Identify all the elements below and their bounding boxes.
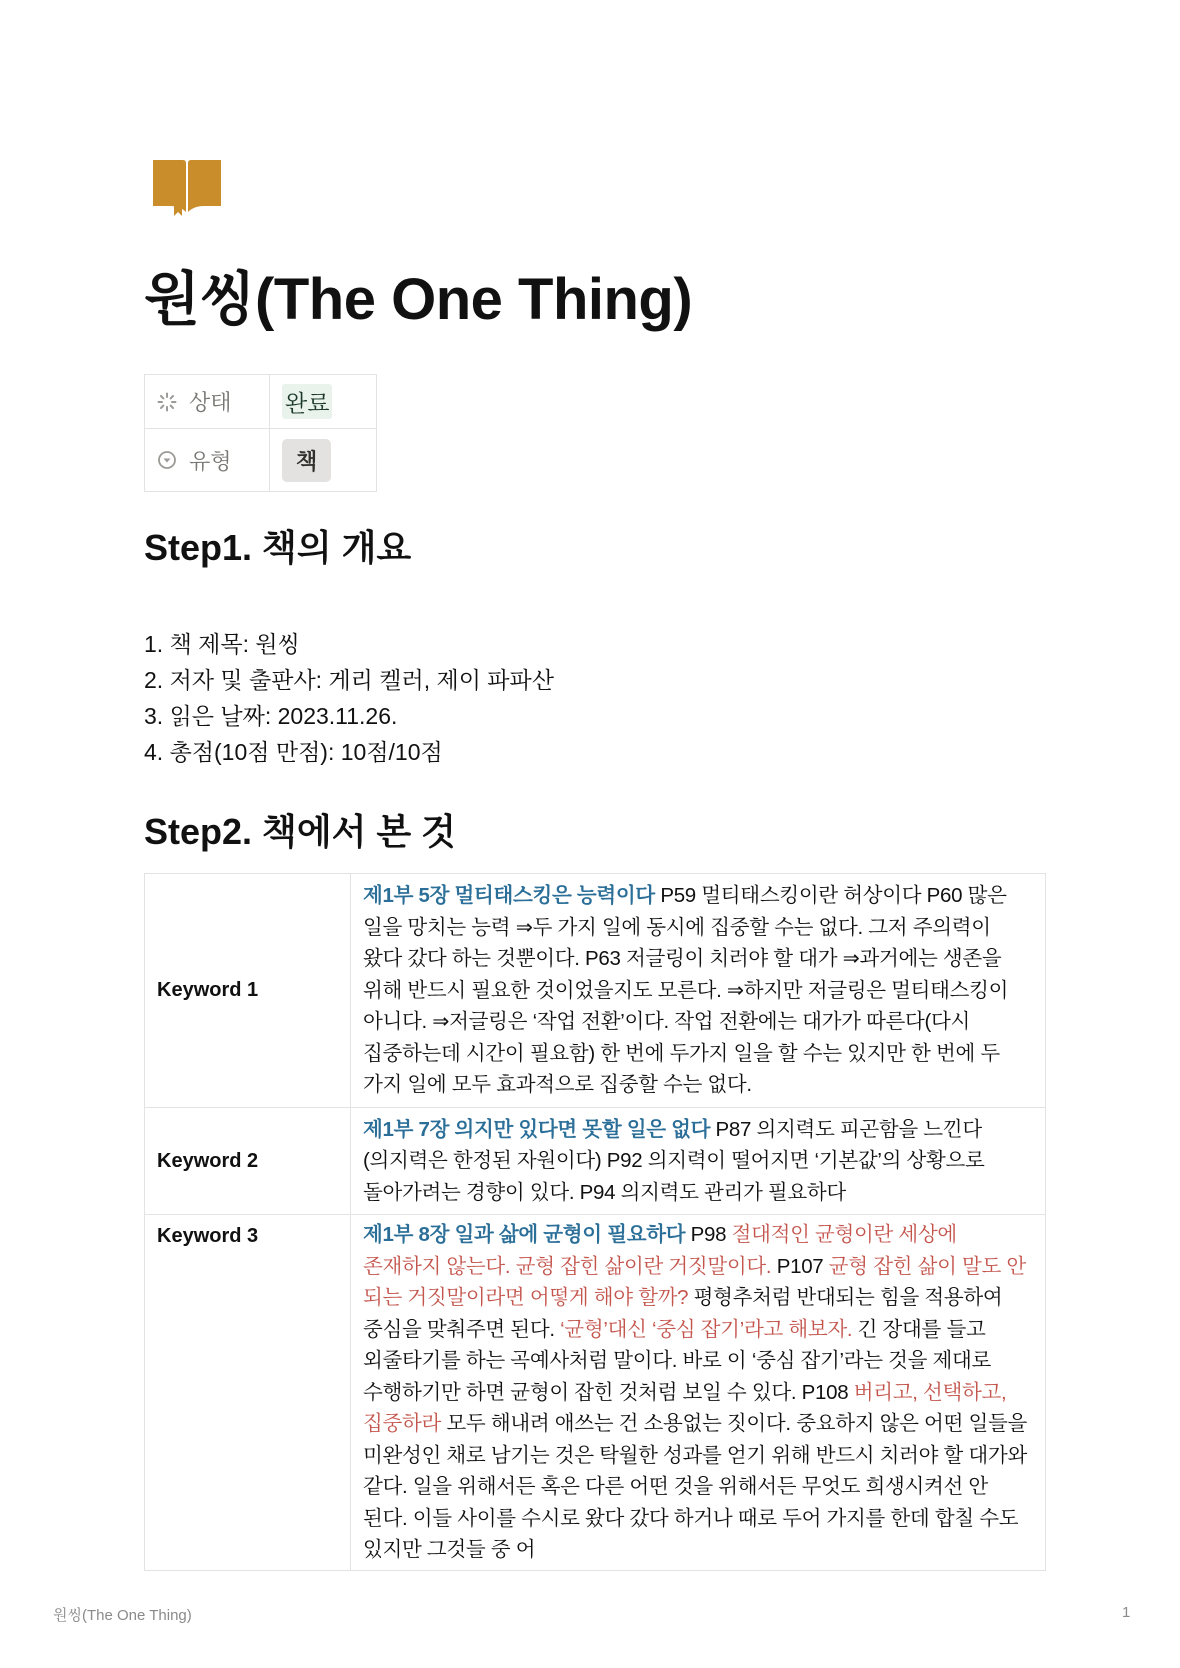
status-label: 상태 bbox=[189, 390, 232, 415]
book-icon bbox=[150, 158, 224, 218]
content-text: P107 bbox=[771, 1254, 829, 1278]
content-text: P98 bbox=[685, 1223, 732, 1246]
status-value-cell[interactable] bbox=[270, 375, 377, 429]
chapter-heading: 제1부 5장 멀티태스킹은 능력이다 bbox=[363, 884, 655, 908]
content-text: 평형추처럼 반대되는 힘을 적용하여 중심을 맞춰주면 된다. bbox=[363, 1286, 1003, 1341]
keyword-table bbox=[144, 873, 1046, 1571]
overview-list bbox=[144, 626, 554, 770]
list-item: 1. 책 제목: 원씽 bbox=[144, 631, 300, 657]
status-badge: 완료 bbox=[282, 384, 332, 419]
keyword-table-container bbox=[144, 873, 1046, 1561]
content-text: 긴 장대를 들고 외줄타기를 하는 곡예사처럼 말이다. 바로 이 ‘중심 잡기’라는 것을 제대로 수행하기만 하면 균형이 잡힌 것처럼 보일 수 있다. P108 bbox=[363, 1317, 992, 1404]
chapter-heading: 제1부 8장 일과 삶에 균형이 필요하다 bbox=[363, 1223, 686, 1246]
content-text: P59 멀티태스킹이란 허상이다 P60 많은 일을 망치는 능력 ⇒두 가지 일에 동시에 집중할 수는 없다. 그저 주의력이 왔다 갔다 하는 것뿐이다. P63 저글링이 치러야 할 대가 ⇒과거에는 생존을 위해 반드시 필요한 것이었을지도 모른다. ⇒하지만 저글링은 멀티태스킹이 아니다. ⇒저글링은 ‘작업 전환’이다. 작업 전환에는 대가가 따른다(다시 집중하는데 시간이 필요함) 한 번에 두가지 일을 할 수는 있지만 한 번에 두 가지 일에 모두 효과적으로 집중할 수는 없다. bbox=[363, 884, 1009, 1097]
footer-page-number: 1 bbox=[1122, 1604, 1131, 1621]
list-item: 4. 총점(10점 만점): 10점/10점 bbox=[144, 739, 443, 765]
properties-table bbox=[144, 374, 377, 492]
table-row bbox=[145, 874, 1046, 1108]
loading-spinner-icon bbox=[157, 392, 177, 412]
type-label: 유형 bbox=[189, 448, 232, 474]
keyword-label: Keyword 2 bbox=[145, 1108, 351, 1215]
type-value-cell[interactable] bbox=[270, 429, 377, 492]
list-item: 3. 읽은 날짜: 2023.11.26. bbox=[144, 703, 398, 729]
content-text: P87 의지력도 피곤함을 느낀다(의지력은 한정된 자원이다) P92 의지력이 떨어지면 ‘기본값’의 상황으로 돌아가려는 경향이 있다. P94 의지력도 관리가 필요하다 bbox=[363, 1117, 985, 1204]
keyword-content bbox=[351, 874, 1046, 1108]
step1-heading: Step1. 책의 개요 bbox=[144, 527, 412, 568]
chevron-circle-icon bbox=[157, 450, 177, 470]
footer-doc-title: 원씽(The One Thing) bbox=[53, 1607, 192, 1624]
table-row bbox=[145, 1215, 1046, 1571]
chapter-heading: 제1부 7장 의지만 있다면 못할 일은 없다 bbox=[363, 1117, 711, 1141]
page-title: 원씽(The One Thing) bbox=[144, 267, 693, 332]
type-badge: 책 bbox=[282, 439, 331, 482]
status-property[interactable] bbox=[145, 375, 270, 429]
highlighted-text: 절대적인 균형이란 세상에 존재하지 않는다. 균형 잡힌 삶이란 거짓말이다. bbox=[363, 1223, 957, 1278]
keyword-label: Keyword 3 bbox=[145, 1215, 351, 1571]
keyword-content bbox=[351, 1215, 1046, 1571]
highlighted-text: 버리고, 선택하고, 집중하라 bbox=[363, 1380, 1007, 1435]
step2-heading: Step2. 책에서 본 것 bbox=[144, 811, 456, 852]
keyword-content bbox=[351, 1108, 1046, 1215]
table-row bbox=[145, 1108, 1046, 1215]
type-property[interactable] bbox=[145, 429, 270, 492]
content-text: 모두 해내려 애쓰는 건 소용없는 짓이다. 중요하지 않은 어떤 일들을 미완성인 채로 남기는 것은 탁월한 성과를 얻기 위해 반드시 치러야 할 대가와 같다. 일을 위해서든 혹은 다른 어떤 것을 위해서든 무엇도 희생시켜선 안 된다. 이들 사이를 수시로 왔다 갔다 하거나 때로 두어 가지를 한데 합칠 수도 있지만 그것들 중 어 bbox=[363, 1412, 1027, 1561]
list-item: 2. 저자 및 출판사: 게리 켈러, 제이 파파산 bbox=[144, 667, 554, 693]
highlighted-text: ‘균형’대신 ‘중심 잡기’라고 해보자. bbox=[560, 1317, 853, 1341]
keyword-label: Keyword 1 bbox=[145, 874, 351, 1108]
highlighted-text: 균형 잡힌 삶이 말도 안 되는 거짓말이라면 어떻게 해야 할까? bbox=[363, 1254, 1026, 1309]
